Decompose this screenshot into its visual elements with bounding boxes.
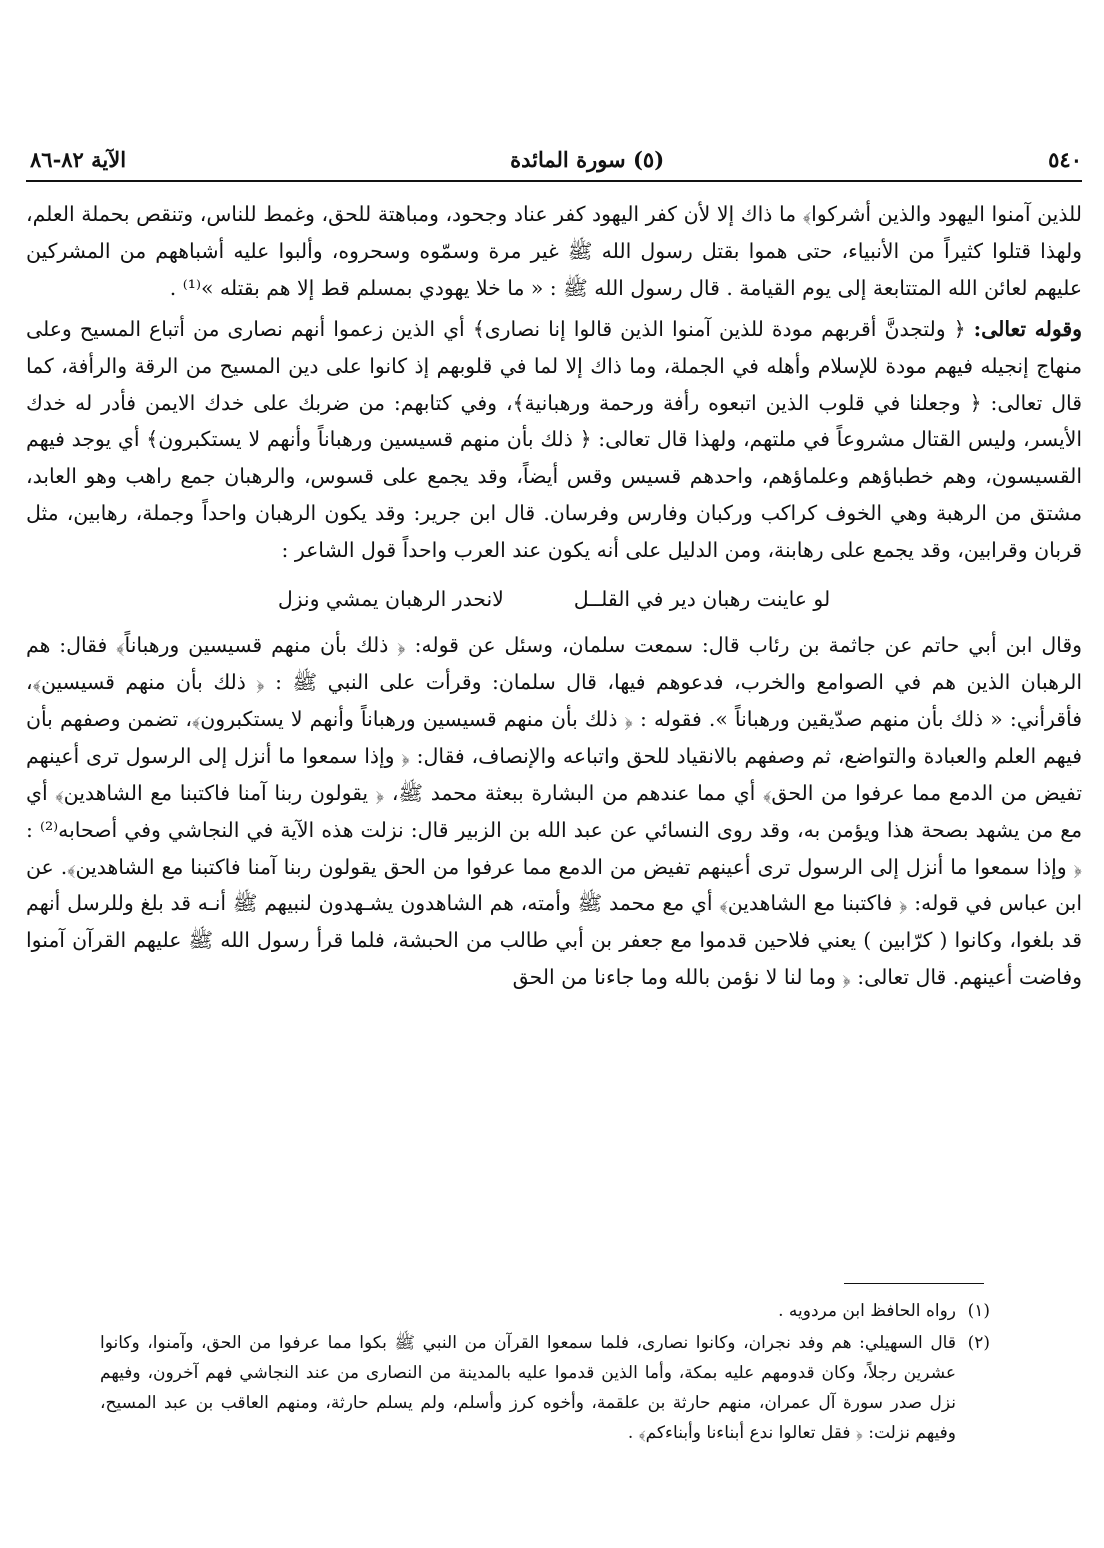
footnote-1 [100, 1296, 990, 1326]
verse-second-hemistich: لانحدر الرهبان يمشي ونزل [277, 587, 504, 612]
paragraph-2 [26, 311, 1082, 569]
footnote-number: (٢) [967, 1333, 990, 1353]
running-header [30, 144, 1082, 174]
main-text [26, 196, 1082, 996]
header-rule [26, 180, 1082, 182]
footnote-2 [100, 1328, 990, 1448]
footnote-number: (١) [967, 1301, 990, 1321]
paragraph-3: وقال ابن أبي حاتم عن جاثمة بن رئاب قال: سمعت سلمان، وسئل عن قوله: ﴿ ذلك بأن منهم قسيسين ورهباناً﴾ فقال: هم الرهبان الذين هم في الصوامع والخرب، فدعوهم فيها، قال سلمان: وقرأت على النبي ﷺ : ﴿ ذلك بأن منهم قسيسين﴾، فأقرأني: « ذلك بأن منهم صدّيقين ورهباناً ». فقوله : ﴿ ذلك بأن منهم قسيسين ورهباناً وأنهم لا يستكبرون﴾، تضمن وصفهم بأن فيهم العلم والعبادة والتواضع، ثم وصفهم بالانقياد للحق واتباعه والإنصاف، فقال: ﴿ وإذا سمعوا ما أنزل إلى الرسول ترى أعينهم تفيض من الدمع مما عرفوا من الحق﴾ أي مما عندهم من البشارة ببعثة محمد ﷺ، ﴿ يقولون ربنا آمنا فاكتبنا مع الشاهدين﴾ أي مع من يشهد بصحة هذا ويؤمن به، وقد روى النسائي عن عبد الله بن الزبير قال: نزلت هذه الآية في النجاشي وفي أصحابه⁽²⁾ : ﴿ وإذا سمعوا ما أنزل إلى الرسول ترى أعينهم تفيض من الدمع مما عرفوا من الحق يقولون ربنا آمنا فاكتبنا مع الشاهدين﴾. عن ابن عباس في قوله: ﴿ فاكتبنا مع الشاهدين﴾ أي مع محمد ﷺ وأمته، هم الشاهدون يشـهدون لنبيهم ﷺ أنـه قد بلغ وللرسل أنهم قد بلغوا، وكانوا ( كرّابين ) يعني فلاحين قدموا مع جعفر بن أبي طالب من الحبشة، فلما قرأ رسول الله ﷺ عليهم القرآن آمنوا وفاضت أعينهم. قال تعالى: ﴿ وما لنا لا نؤمن بالله وما جاءنا من الحق [26, 633, 1082, 990]
paragraph-2-text: ﴿ ولتجدنَّ أقربهم مودة للذين آمنوا الذين قالوا إنا نصارى﴾ أي الذين زعموا أنهم نصارى من أتباع المسيح وعلى منهاج إنجيله فيهم مودة للإسلام وأهله في الجملة، وما ذاك إلا لما في قلوبهم إذ كانوا على دين المسيح من الرقة والرأفة، كما قال تعالى: ﴿ وجعلنا في قلوب الذين اتبعوه رأفة ورحمة ورهبانية﴾، وفي كتابهم: من ضربك على خدك الايمن فأدر له خدك الأيسر، وليس القتال مشروعاً في ملتهم، ولهذا قال تعالى: ﴿ ذلك بأن منهم قسيسين ورهباناً وأنهم لا يستكبرون﴾ أي يوجد فيهم القسيسون، وهم خطباؤهم وعلماؤهم، واحدهم قسيس وقس أيضاً، وقد يجمع على قسوس، والرهبان جمع راهب وهو العابد، مشتق من الرهبة وهي الخوف كراكب وركبان وفارس وفرسان. قال ابن جرير: وقد يكون الرهبان واحداً وجملة، رهابين، مثل قربان وقرابين، وقد يجمع على رهابنة، ومن الدليل على أنه يكون عند العرب واحداً قول الشاعر : [26, 316, 1082, 563]
footnote-separator [844, 1283, 984, 1284]
paragraph-1: للذين آمنوا اليهود والذين أشركوا﴾ ما ذاك إلا لأن كفر اليهود كفر عناد وجحود، ومباهتة للحق، وغمط للناس، وتنقص بحملة العلم، ولهذا قتلوا كثيراً من الأنبياء، حتى هموا بقتل رسول الله ﷺ غير مرة وسمّوه وسحروه، وألبوا عليه أشباههم من المشركين عليهم لعائن الله المتتابعة إلى يوم القيامة . قال رسول الله ﷺ : « ما خلا يهودي بمسلم قط إلا هم بقتله »⁽¹⁾ . [26, 202, 1082, 300]
surah-title: (٥) سورة المائدة [510, 146, 665, 172]
footnotes [100, 1296, 990, 1448]
page-number: ٥٤٠ [1048, 146, 1082, 172]
verse-first-hemistich: لو عاينت رهبان دير في القلــل [573, 587, 831, 612]
footnote-text: قال السهيلي: هم وفد نجران، وكانوا نصارى، فلما سمعوا القرآن من النبي ﷺ بكوا مما عرفوا من الحق، وآمنوا، وكانوا عشرين رجلاً، وكان قدومهم عليه بمكة، وأما الذين قدموا عليه بالمدينة من النصارى من عند النجاشي فهم آخرون، وفيهم نزل صدر سورة آل عمران، منهم حارثة بن علقمة، وأخوه كرز وأسلم، ولم يسلم حارثة، ومنهم العاقب بن عبد المسيح، وفيهم نزلت: ﴿ فقل تعالوا ندع أبناءنا وأبناءكم﴾ . [100, 1333, 956, 1443]
poetry-verse [26, 581, 1082, 617]
paragraph-2-lead: وقوله تعالى: [973, 316, 1082, 341]
verse-range: الآية ٨٢-٨٦ [30, 146, 127, 172]
footnote-text: رواه الحافظ ابن مردويه . [778, 1301, 956, 1321]
